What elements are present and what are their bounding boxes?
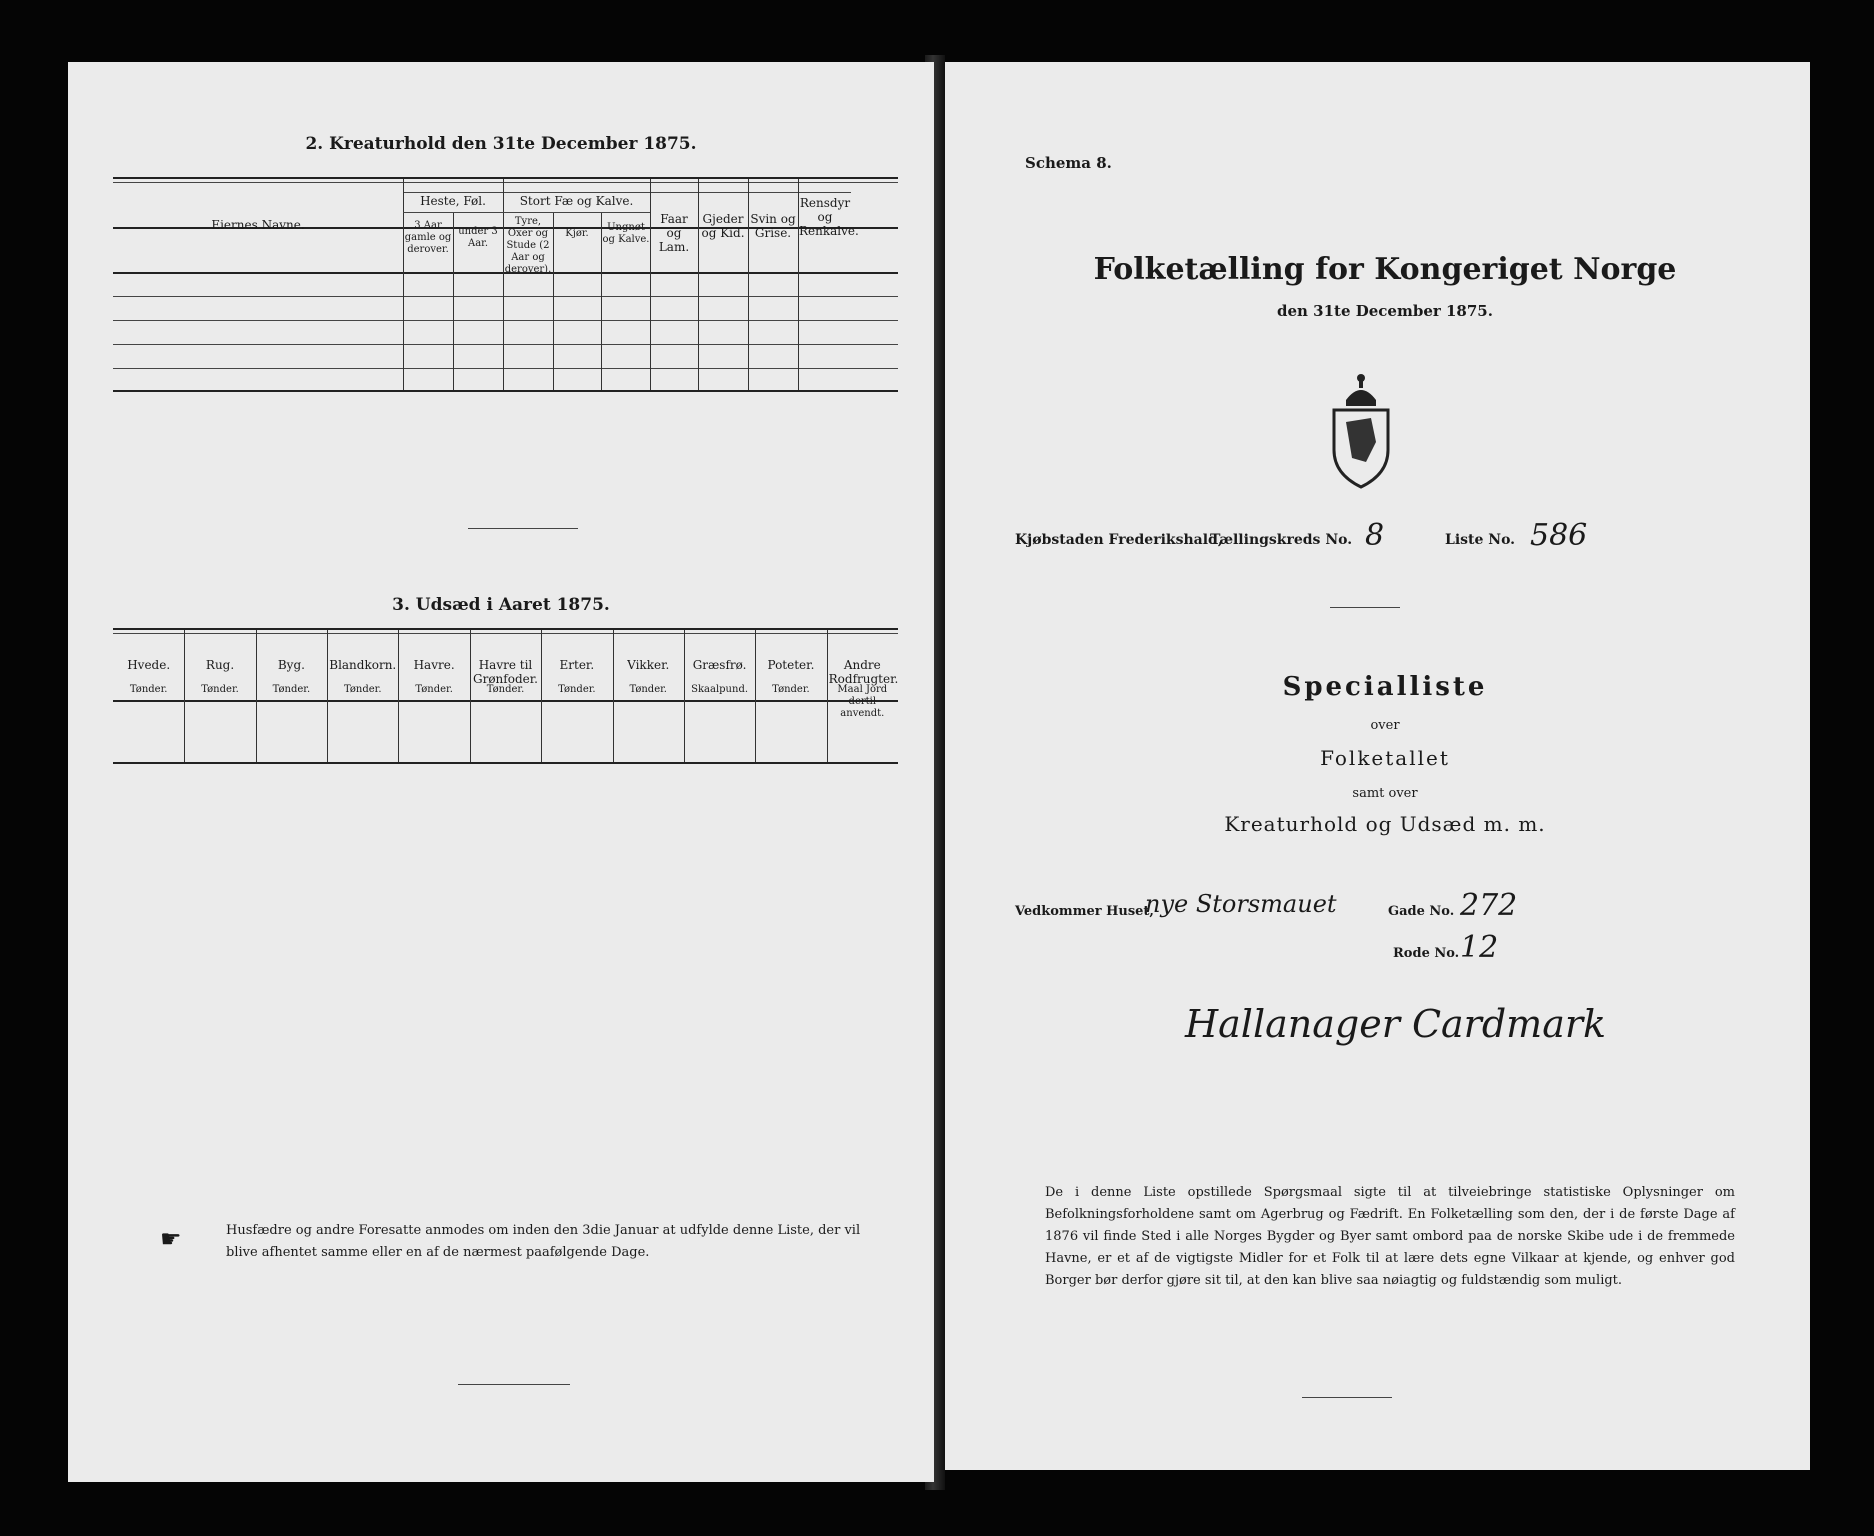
table3-col-unit: Tønder. [558,684,596,695]
table3-col-unit: Tønder. [129,684,168,695]
table3-col-name: Rug. [205,658,235,672]
table3-column-divider [470,630,471,762]
col-reindeer: Rensdyr og Renkalve. [799,196,859,238]
schema-number: Schema 8. [1025,154,1112,172]
table3-col-name: Byg. [277,658,305,672]
krets-label: Tællingskreds No. [1210,532,1353,548]
col-owner-names: Eiernes Navne. [211,218,305,232]
rode-value: 12 [1460,930,1499,965]
table3-header-rule [113,700,898,702]
vedkommer-label: Vedkommer Huset, [1015,904,1154,919]
table3-col-name: Havre til Grønfoder. [473,658,538,686]
section2-title: 2. Kreaturhold den 31te December 1875. [305,134,697,154]
kjobstad-label: Kjøbstaden Frederikshald, [1015,532,1223,548]
specialliste-heading: Specialliste [1282,672,1488,702]
table3-bottom-rule [113,762,898,764]
table3-col-name: Græsfrø. [692,658,747,672]
col-horses: Heste, Føl. [420,194,486,208]
table3-column-divider [755,630,756,762]
notice-text: Husfædre og andre Foresatte anmodes om inden den 3die Januar at udfylde denne Liste, der vil blive afhentet samme eller en af de nærmest paafølgende Dage. [226,1223,861,1260]
kreaturhold-heading: Kreaturhold og Udsæd m. m. [1224,812,1546,836]
table3-column-divider [327,630,328,762]
table3-column-divider [684,630,685,762]
table3-col-unit: Maal Jord dertil anvendt. [837,684,888,719]
table3-col-name: Havre. [413,658,455,672]
pointing-hand-icon: ☛ [160,1225,182,1253]
table2-top-rule [113,177,898,179]
table3-col-unit: Tønder. [629,684,667,695]
street-value: nye Storsmauet [1145,890,1337,918]
table3-col-name: Erter. [559,658,595,672]
coat-of-arms-icon [1326,362,1396,492]
table3-col-name: Hvede. [127,658,171,672]
census-date: den 31te December 1875. [1277,302,1493,320]
folketallet-heading: Folketallet [1320,746,1450,770]
table3-col-unit: Tønder. [415,684,453,695]
col-pigs: Svin og Grise. [750,212,796,240]
main-title: Folketælling for Kongeriget Norge [1093,252,1677,287]
gade-label: Gade No. [1388,904,1455,919]
table3-column-divider [541,630,542,762]
table3-column-divider [827,630,828,762]
divider [458,1384,570,1385]
divider [1302,1397,1392,1398]
table3-col-unit: Tønder. [272,684,311,695]
table3-column-divider [398,630,399,762]
left-page: 2. Kreaturhold den 31te December 1875. Eiernes Navne. Heste, Føl. 3 Aar gamle og derover. under 3 Aar. Stort Fæ og Kalve. Tyre, Oxer og Stude (2 Aar og derover). Kjør. Ungnøt og Kalve. Faar og Lam. Gjeder og Kid. Svin og Grise. Rensdyr og Renkalve. 3. Udsæd i Aaret 1875. Hvede. Tønder. Rug. Tønder. Byg. Tønder. Blandkorn. Tønder. Havre. Tønder. Havre til Grønfoder. Tønder. Erter. Tønder. Vikker. Tønder. Græsfrø. Skaalpund. Poteter. Tønder. Andre Rodfrugter. Maal Jord dertil anvendt. ☛ Husfædre og andre Foresatte anmodes om inden den 3die Januar at udfylde denne Liste, der vil blive afhentet samme eller en af de nærmest paafølgende Dage. [68,62,934,1482]
table3-column-divider [256,630,257,762]
divider [468,528,578,529]
table3-col-unit: Tønder. [343,684,382,695]
divider [1330,607,1400,608]
col-sheep: Faar og Lam. [658,212,690,254]
liste-value: 586 [1530,518,1588,553]
table2-bottom-rule [113,390,898,392]
instructions-text: De i denne Liste opstillede Spørgsmaal sigte til at tilveiebringe statistiske Oplysninger om Befolkningsforholdene samt om Agerbrug og Fædrift. En Folketælling som den, der i de første Dage af 1876 vil finde Sted i alle Norges Bygder og Byer samt ombord paa de norske Skibe ude i de fremmede Havne, er et af de vigtigste Midler for et Folk til at lære dets egne Vilkaar at kjende, og enhver god Borger bør derfor gjøre sit til, at den kan blive saa nøiagtig og fuldstændig som muligt. [1045,1185,1735,1288]
table3-column-divider [613,630,614,762]
table3-col-name: Poteter. [767,658,815,672]
table3-col-name: Blandkorn. [329,658,397,672]
table3-col-unit: Tønder. [772,684,810,695]
section3-title: 3. Udsæd i Aaret 1875. [392,595,610,615]
gade-value: 272 [1460,888,1518,923]
col-goats: Gjeder og Kid. [701,212,745,240]
right-page: Schema 8. Folketælling for Kongeriget Norge den 31te December 1875. Kjøbstaden Frederikshald, Tællingskreds No. 8 Liste No. 586 Specialliste over Folketallet samt over Kreaturhold og Udsæd m. m. Vedkommer Huset, nye Storsmauet Gade No. 272 Rode No. 12 Hallanager Cardmark De i denne Liste opstillede Spørgsmaal sigte til at tilveiebringe statistiske Oplysninger om Befolkningsforholdene samt om Agerbrug og Fædrift. En Folketælling som den, der i de første Dage af 1876 vil finde Sted i alle Norges Bygder og Byer samt ombord paa de norske Skibe ude i de fremmede Havne, er et af de vigtigste Midler for et Folk til at lære dets egne Vilkaar at kjende, og enhver god Borger bør derfor gjøre sit til, at den kan blive saa nøiagtig og fuldstændig som muligt. [945,62,1810,1470]
table3-column-divider [184,630,185,762]
signature: Hallanager Cardmark [1185,1002,1607,1046]
col-cattle: Stort Fæ og Kalve. [519,194,634,208]
krets-value: 8 [1365,518,1385,553]
table3-col-unit: Tønder. [201,684,239,695]
liste-label: Liste No. [1445,532,1516,548]
table3-col-name: Andre Rodfrugter. [828,658,899,686]
table3-col-unit: Skaalpund. [691,684,749,695]
table3-top-rule [113,628,898,630]
table3-col-name: Vikker. [627,658,670,672]
rode-label: Rode No. [1393,946,1460,961]
table3-col-unit: Tønder. [486,684,525,695]
